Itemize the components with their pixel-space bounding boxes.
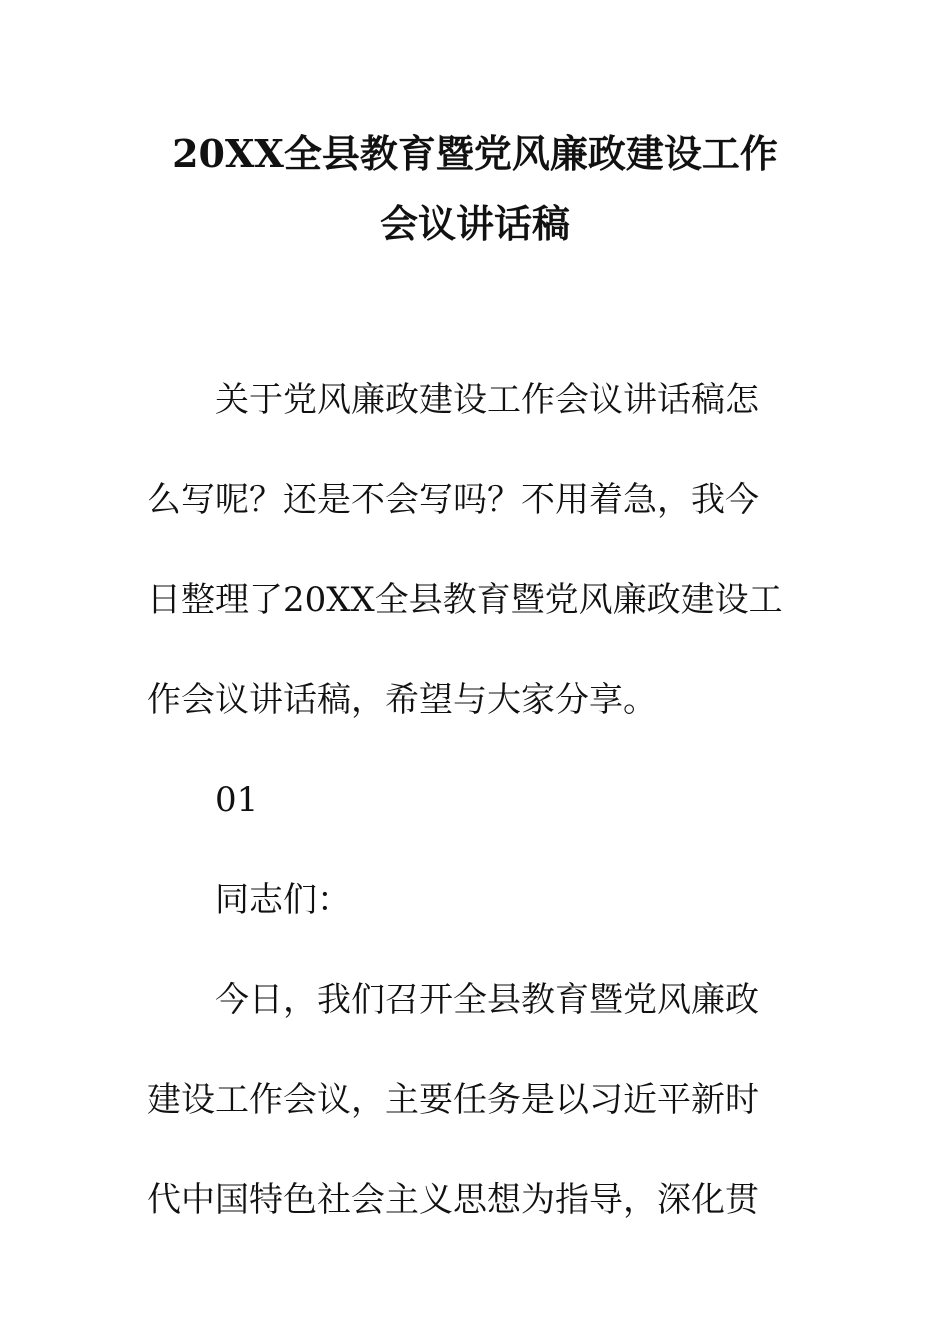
- document-title-line-1: 20XX全县教育暨党风廉政建设工作: [172, 131, 778, 176]
- section-number: 01: [215, 780, 259, 820]
- paragraph-line: 代中国特色社会主义思想为指导，深化贯: [147, 1180, 759, 1220]
- document-title-line-2: 会议讲话稿: [379, 201, 570, 246]
- paragraph-line: 作会议讲话稿，希望与大家分享。: [147, 680, 657, 720]
- paragraph-line: 关于党风廉政建设工作会议讲话稿怎: [215, 380, 759, 420]
- paragraph-line: 日整理了20XX全县教育暨党风廉政建设工: [147, 580, 783, 620]
- paragraph-line: 么写呢？还是不会写吗？不用着急，我今: [147, 480, 759, 520]
- paragraph-line: 今日，我们召开全县教育暨党风廉政: [215, 980, 759, 1020]
- paragraph-line: 建设工作会议，主要任务是以习近平新时: [147, 1080, 759, 1120]
- salutation: 同志们：: [215, 880, 351, 920]
